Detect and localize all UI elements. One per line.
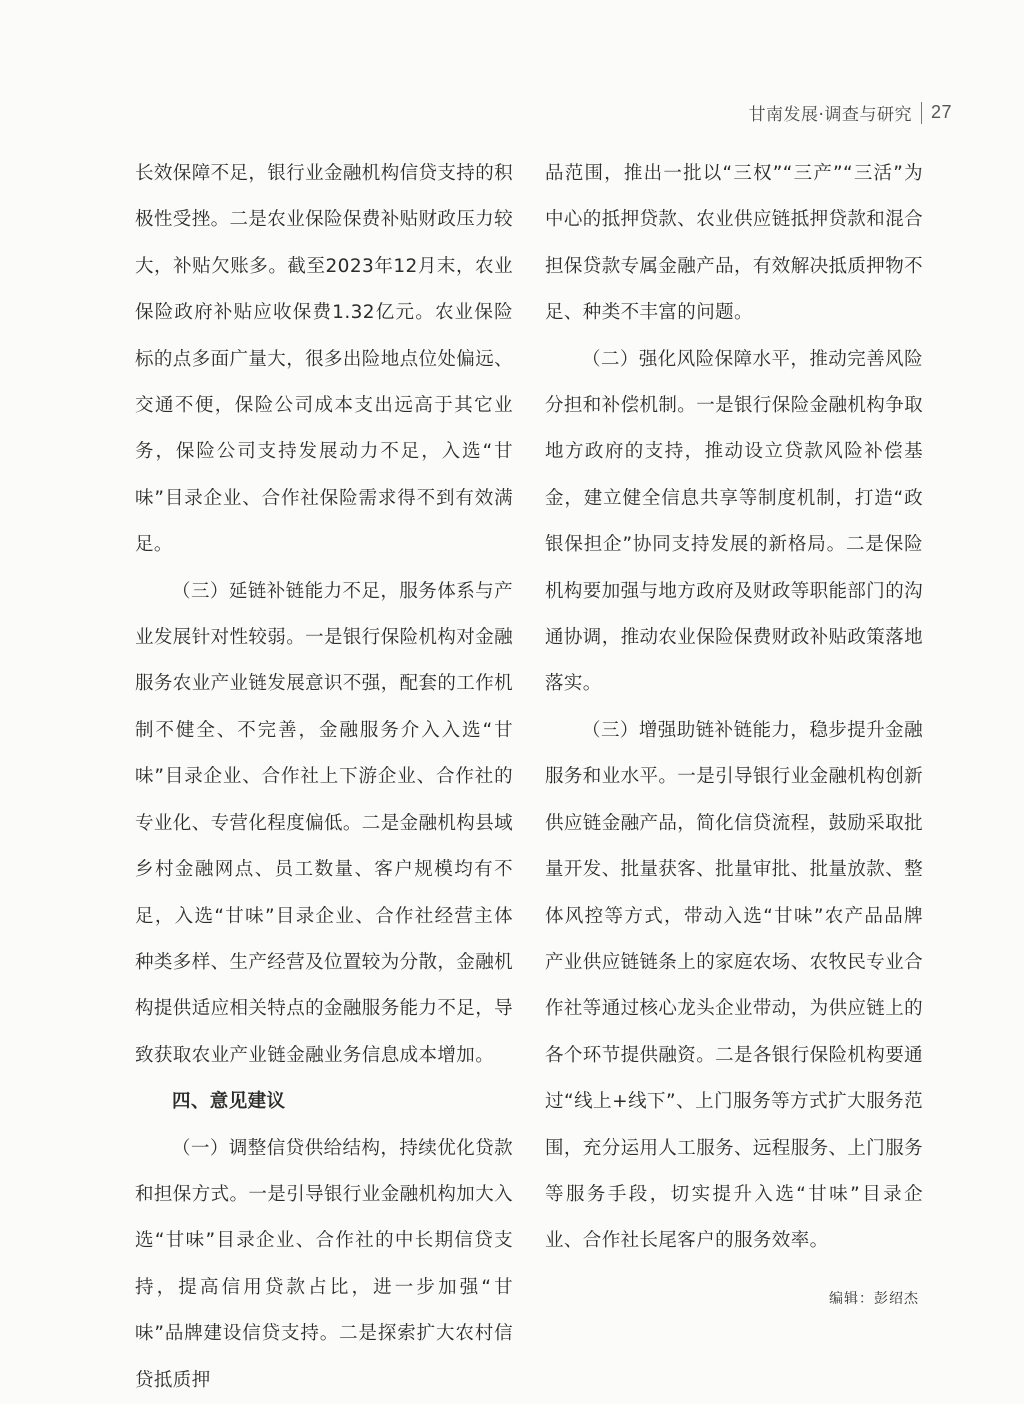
journal-section-title: 甘南发展·调查与研究: [748, 105, 912, 125]
left-column: [135, 151, 513, 1404]
paragraph: （三）增强助链补链能力，稳步提升金融服务和业水平。一是引导银行业金融机构创新供应链金融产品，简化信贷流程，鼓励采取批量开发、批量获客、批量审批、批量放款、整体风控等方式，带动入选“甘味”农产品品牌产业供应链链条上的家庭农场、农牧民专业合作社等通过核心龙头企业带动，为供应链上的各个环节提供融资。二是各银行保险机构要通过“线上+线下”、上门服务等方式扩大服务范围，充分运用人工服务、远程服务、上门服务等服务手段，切实提升入选“甘味”目录企业、合作社长尾客户的服务效率。: [545, 719, 924, 1252]
section-heading: 四、意见建议: [172, 1091, 286, 1113]
running-header: [749, 100, 952, 125]
paragraph: 长效保障不足，银行业金融机构信贷支持的积极性受挫。二是农业保险保费补贴财政压力较大，补贴欠账多。截至2023年12月末，农业保险政府补贴应收保费1.32亿元。农业保险标的点多面广量大，很多出险地点位处偏远、交通不便，保险公司成本支出远高于其它业务，保险公司支持发展动力不足，入选“甘味”目录企业、合作社保险需求得不到有效满足。: [135, 163, 514, 556]
page-number: 27: [930, 102, 952, 122]
right-column: [545, 151, 923, 1265]
paragraph: （二）强化风险保障水平，推动完善风险分担和补偿机制。一是银行保险金融机构争取地方政府的支持，推动设立贷款风险补偿基金，建立健全信息共享等制度机制，打造“政银保担企”协同支持发展的新格局。二是保险机构要加强与地方政府及财政等职能部门的沟通协调，推动农业保险保费财政补贴政策落地落实。: [545, 348, 924, 695]
editor-credit: 编辑：彭绍杰: [829, 1291, 919, 1307]
paragraph: （一）调整信贷供给结构，持续优化贷款和担保方式。一是引导银行业金融机构加大入选“甘味”目录企业、合作社的中长期信贷支持，提高信用贷款占比，进一步加强“甘味”品牌建设信贷支持。二是探索扩大农村信贷抵质押: [135, 1137, 514, 1391]
paragraph: （三）延链补链能力不足，服务体系与产业发展针对性较弱。一是银行保险机构对金融服务农业产业链发展意识不强，配套的工作机制不健全、不完善，金融服务介入入选“甘味”目录企业、合作社上下游企业、合作社的专业化、专营化程度偏低。二是金融机构县域乡村金融网点、员工数量、客户规模均有不足，入选“甘味”目录企业、合作社经营主体种类多样、生产经营及位置较为分散，金融机构提供适应相关特点的金融服务能力不足，导致获取农业产业链金融业务信息成本增加。: [135, 580, 514, 1066]
header-divider: [921, 102, 922, 124]
paragraph: 品范围，推出一批以“三权”“三产”“三活”为中心的抵押贷款、农业供应链抵押贷款和混合担保贷款专属金融产品，有效解决抵质押物不足、种类不丰富的问题。: [545, 163, 924, 324]
